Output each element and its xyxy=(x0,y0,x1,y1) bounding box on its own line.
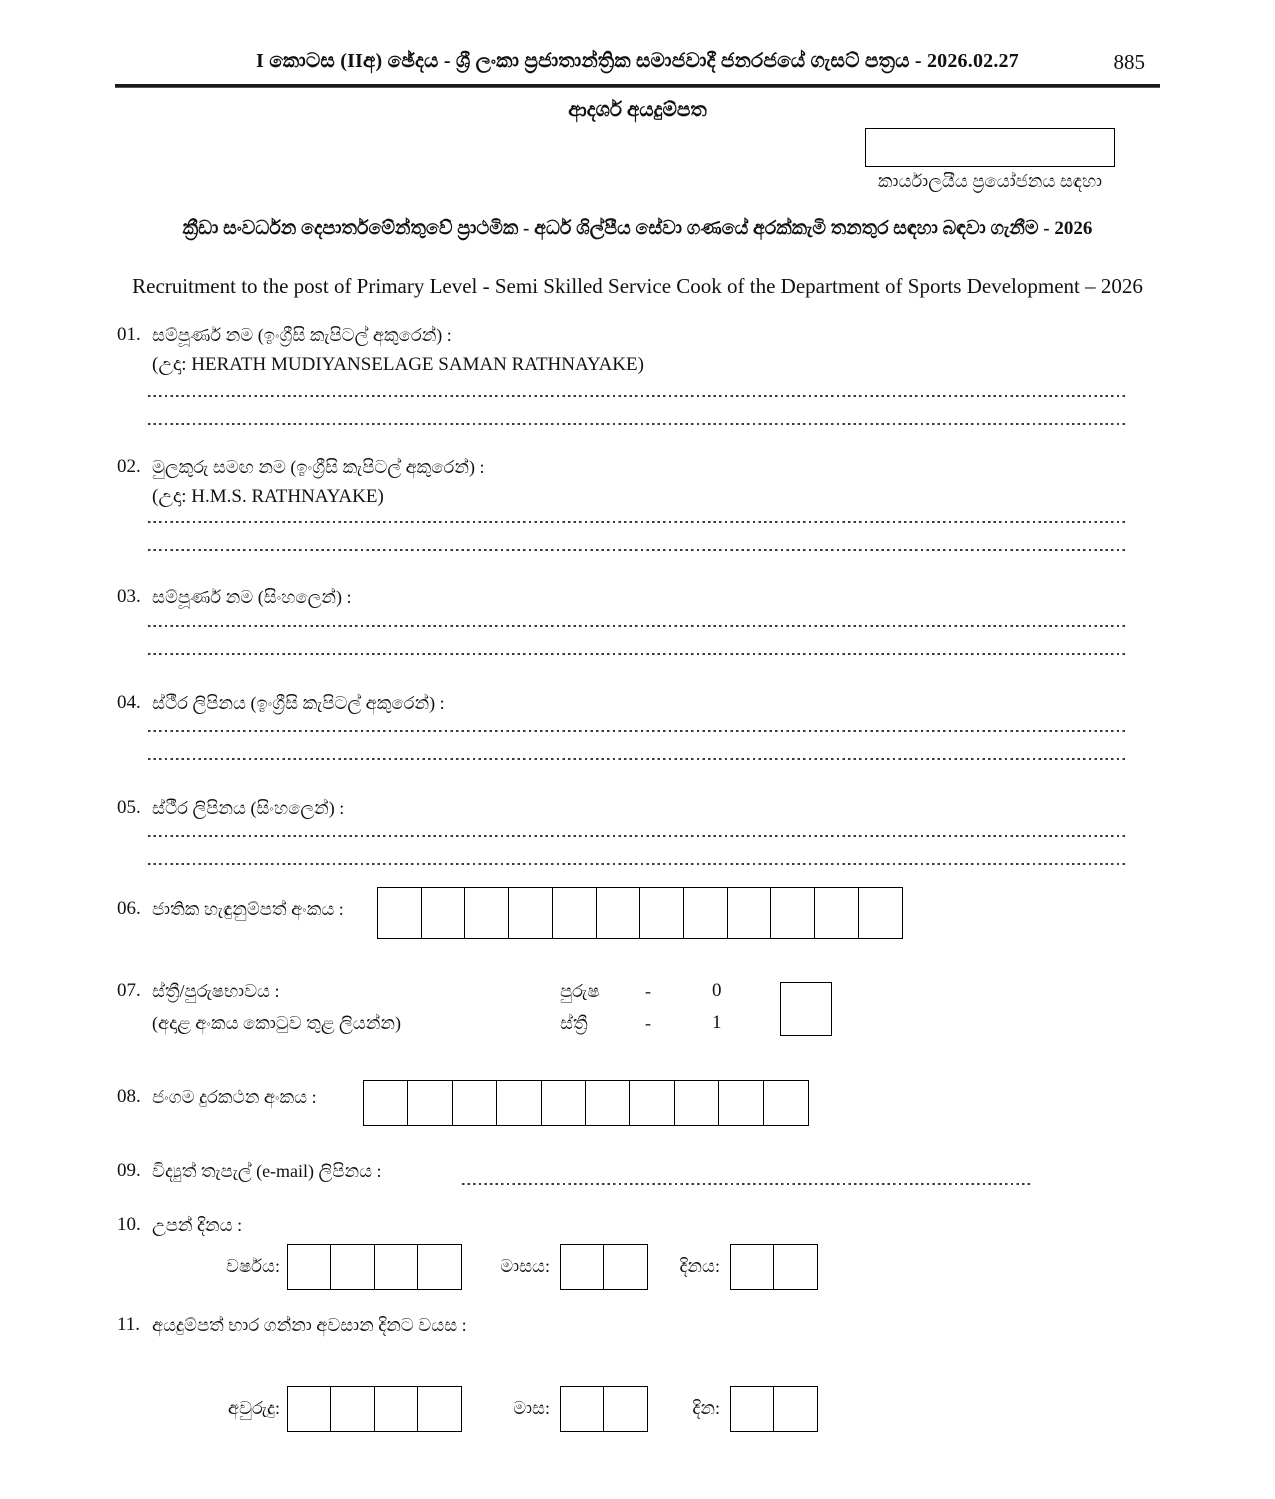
gender-option-male-sep: - xyxy=(645,981,651,1001)
form-title: ආදර්ශ අයදුම්පත xyxy=(568,99,707,121)
item-08-number: 08. xyxy=(117,1086,141,1107)
page-number: 885 xyxy=(1113,50,1145,74)
gender-option-female-label: ස්ත්‍රී xyxy=(560,1013,588,1033)
char-box[interactable] xyxy=(552,887,597,939)
char-box[interactable] xyxy=(763,1080,809,1126)
item-07-note: (අදාළ අංකය කොටුව තුළ ලියන්න) xyxy=(152,1013,401,1033)
item-02-example: (උදා: H.M.S. RATHNAYAKE) xyxy=(152,486,384,507)
char-box[interactable] xyxy=(363,1080,409,1126)
item-01-label: සම්පූර්ණ නම (ඉංග්‍රීසි කැපිටල් අකුරෙන්) : xyxy=(152,325,452,345)
char-box[interactable] xyxy=(814,887,859,939)
char-box[interactable] xyxy=(727,887,772,939)
mobile-number-boxes xyxy=(363,1080,807,1126)
item-07-number: 07. xyxy=(117,980,141,1001)
char-box[interactable] xyxy=(464,887,509,939)
item-11-number: 11. xyxy=(117,1314,141,1335)
char-box[interactable] xyxy=(730,1386,775,1432)
char-box[interactable] xyxy=(287,1244,332,1290)
char-box[interactable] xyxy=(452,1080,498,1126)
char-box[interactable] xyxy=(421,887,466,939)
char-box[interactable] xyxy=(541,1080,587,1126)
header-rule xyxy=(115,84,1160,88)
dob-month-label: මාසය: xyxy=(500,1256,550,1276)
char-box[interactable] xyxy=(374,1386,419,1432)
item-01-example: (උදා: HERATH MUDIYANSELAGE SAMAN RATHNAYAKE) xyxy=(152,354,644,375)
age-days-label: දින: xyxy=(692,1398,720,1418)
item-04-label: ස්ථීර ලිපිනය (ඉංග්‍රීසි කැපිටල් අකුරෙන්) : xyxy=(152,693,445,713)
char-box[interactable] xyxy=(674,1080,720,1126)
char-box[interactable] xyxy=(773,1386,818,1432)
item-05-label: ස්ථීර ලිපිනය (සිංහලෙන්) : xyxy=(152,798,345,818)
gazette-header-line: I කොටස (IIඅ) ඡේදය - ශ්‍රී ලංකා ප්‍රජාතාන්ත්‍රික සමාජවාදී ජනරජයේ ගැසට් පත්‍රය - 2026.02.27 xyxy=(256,50,1019,72)
char-box[interactable] xyxy=(374,1244,419,1290)
char-box[interactable] xyxy=(770,887,815,939)
dob-day-boxes xyxy=(730,1244,817,1290)
char-box[interactable] xyxy=(585,1080,631,1126)
item-08-label: ජංගම දුරකථන අංකය : xyxy=(152,1087,317,1107)
item-09-label: විද්‍යුත් තැපැල් (e-mail) ලිපිනය : xyxy=(152,1161,382,1181)
char-box[interactable] xyxy=(773,1244,818,1290)
item-07-label: ස්ත්‍රී/පුරුෂභාවය : xyxy=(152,981,280,1001)
item-05-number: 05. xyxy=(117,797,141,818)
char-box[interactable] xyxy=(508,887,553,939)
item-10-label: උපන් දිනය : xyxy=(152,1215,243,1235)
char-box[interactable] xyxy=(683,887,728,939)
office-use-box[interactable] xyxy=(865,128,1115,167)
char-box[interactable] xyxy=(330,1244,375,1290)
char-box[interactable] xyxy=(330,1386,375,1432)
gender-option-male-value: 0 xyxy=(712,980,722,1001)
gender-entry-box[interactable] xyxy=(780,982,832,1036)
dob-year-label: වර්ෂය: xyxy=(226,1256,280,1276)
item-01-number: 01. xyxy=(117,324,141,345)
char-box[interactable] xyxy=(377,887,422,939)
office-use-label: කාර්යාලයීය ප්‍රයෝජනය සඳහා xyxy=(877,171,1103,191)
gender-option-female-sep: - xyxy=(645,1013,651,1033)
nic-number-boxes xyxy=(377,887,901,939)
item-11-label: අයදුම්පත් භාර ගන්නා අවසාන දිනට වයස : xyxy=(152,1315,467,1335)
dob-day-label: දිනය: xyxy=(679,1256,720,1276)
age-months-label: මාස: xyxy=(513,1398,550,1418)
item-03-label: සම්පූර්ණ නම (සිංහලෙන්) : xyxy=(152,587,352,607)
item-10-number: 10. xyxy=(117,1214,141,1235)
char-box[interactable] xyxy=(287,1386,332,1432)
char-box[interactable] xyxy=(730,1244,775,1290)
char-box[interactable] xyxy=(718,1080,764,1126)
item-09-number: 09. xyxy=(117,1160,141,1181)
item-03-number: 03. xyxy=(117,586,141,607)
recruitment-heading-sinhala: ක්‍රීඩා සංවර්ධන දෙපාර්තමේන්තුවේ ප්‍රාථමික - අර්ධ ශිල්පීය සේවා ගණයේ අරක්කැමි තනතුර සඳහා බඳවා ගැනීම - 2026 xyxy=(182,218,1093,239)
char-box[interactable] xyxy=(407,1080,453,1126)
item-06-number: 06. xyxy=(117,898,141,919)
char-box[interactable] xyxy=(560,1386,605,1432)
item-04-number: 04. xyxy=(117,692,141,713)
gender-option-female-value: 1 xyxy=(712,1012,722,1033)
dob-year-boxes xyxy=(287,1244,461,1290)
age-years-label: අවුරුදු: xyxy=(227,1398,280,1418)
item-02-label: මුලකුරු සමඟ නම (ඉංග්‍රීසි කැපිටල් අකුරෙන්) : xyxy=(152,457,485,477)
recruitment-heading-english: Recruitment to the post of Primary Level - Semi Skilled Service Cook of the Department of Sports Development – 2026 xyxy=(132,274,1143,298)
char-box[interactable] xyxy=(639,887,684,939)
char-box[interactable] xyxy=(596,887,641,939)
char-box[interactable] xyxy=(858,887,903,939)
char-box[interactable] xyxy=(496,1080,542,1126)
item-06-label: ජාතික හැඳුනුම්පත් අංකය : xyxy=(152,899,344,919)
age-days-boxes xyxy=(730,1386,817,1432)
char-box[interactable] xyxy=(629,1080,675,1126)
item-02-number: 02. xyxy=(117,456,141,477)
gender-option-male-label: පුරුෂ xyxy=(560,981,600,1001)
age-years-boxes xyxy=(287,1386,461,1432)
char-box[interactable] xyxy=(560,1244,605,1290)
